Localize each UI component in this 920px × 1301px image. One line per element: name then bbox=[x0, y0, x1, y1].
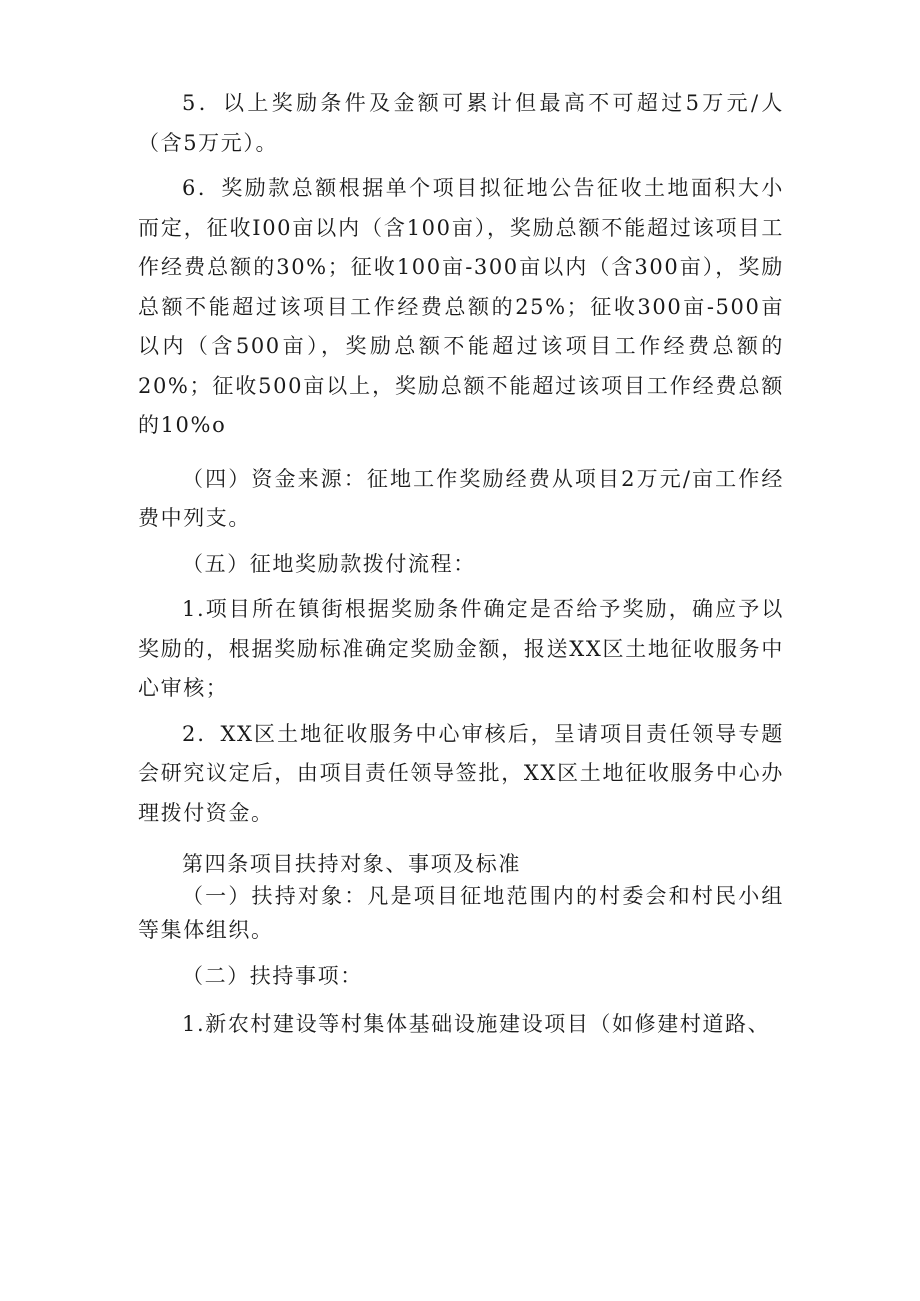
paragraph-flow-step-1: 1.项目所在镇街根据奖励条件确定是否给予奖励，确应予以奖励的，根据奖励标准确定奖励金额，报送XX区土地征收服务中心审核； bbox=[138, 597, 784, 700]
paragraph-reward-total: 6．奖励款总额根据单个项目拟征地公告征收土地面积大小而定，征收I00亩以内（含100亩），奖励总额不能超过该项目工作经费总额的30%；征收100亩-300亩以内（含300亩），奖励总额不能超过该项目工作经费总额的25%；征收300亩-500亩以内（含500亩），奖励总额不能超过该项目工作经费总额的20%；征收500亩以上，奖励总额不能超过该项目工作经费总额的10%o bbox=[138, 176, 784, 437]
paragraph-disbursement-flow: （五）征地奖励款拨付流程： bbox=[182, 551, 476, 576]
paragraph-reward-cap: 5．以上奖励条件及金额可累计但最高不可超过5万元/人（含5万元）。 bbox=[138, 91, 784, 155]
paragraph-support-target: （一）扶持对象：凡是项目征地范围内的村委会和村民小组等集体组织。 bbox=[138, 884, 784, 942]
paragraph-fund-source: （四）资金来源：征地工作奖励经费从项目2万元/亩工作经费中列支。 bbox=[138, 466, 784, 530]
document-page bbox=[138, 84, 784, 1044]
paragraph-support-items: （二）扶持事项： bbox=[182, 964, 363, 988]
paragraph-flow-step-2: 2．XX区土地征收服务中心审核后，呈请项目责任领导专题会研究议定后，由项目责任领导签批，XX区土地征收服务中心办理拨付资金。 bbox=[138, 721, 784, 825]
paragraph-support-item-1: 1.新农村建设等村集体基础设施建设项目（如修建村道路、 bbox=[182, 1011, 771, 1036]
article-four-heading: 第四条项目扶持对象、事项及标准 bbox=[182, 852, 521, 876]
